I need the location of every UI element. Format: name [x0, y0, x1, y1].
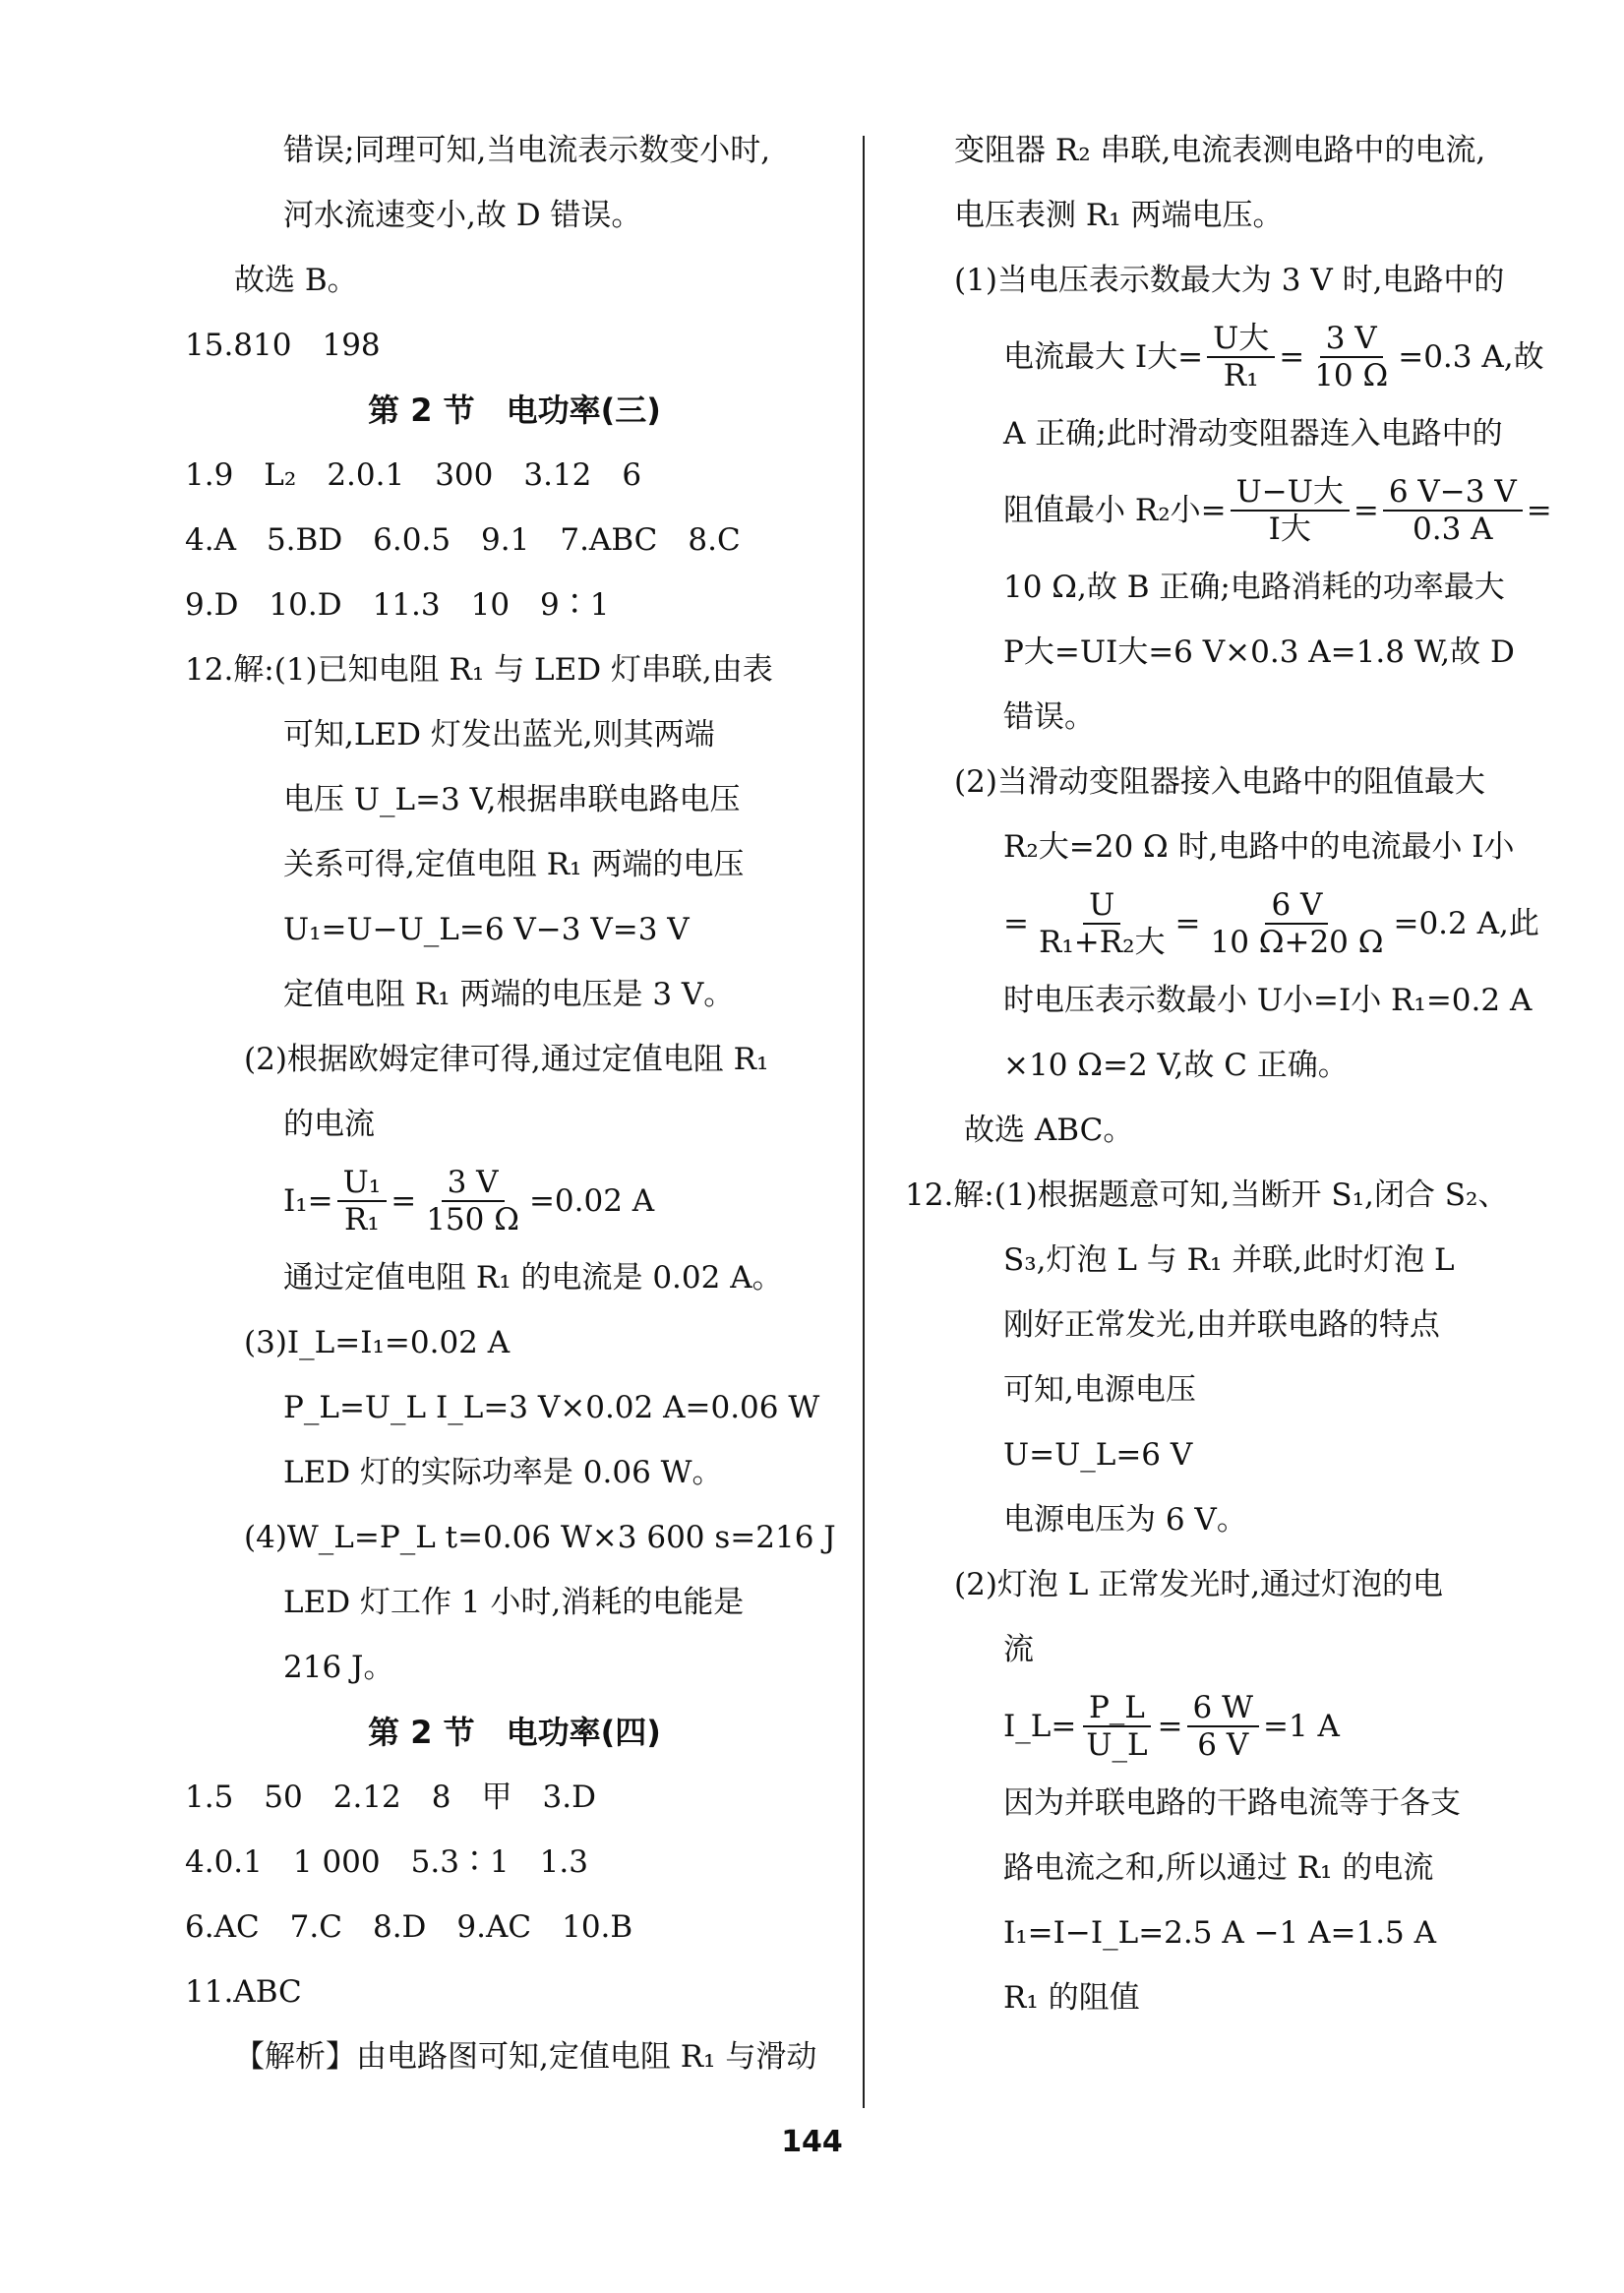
equals-sign: =: [391, 1183, 417, 1219]
text-line: 河水流速变小,故 D 错误。: [283, 198, 642, 233]
solution-line: 流: [1003, 1632, 1034, 1667]
solution-line: I₁=I−I_L=2.5 A −1 A=1.5 A: [1003, 1915, 1437, 1951]
solution-line: 关系可得,定值电阻 R₁ 两端的电压: [283, 847, 745, 882]
denominator: 6 V: [1197, 1727, 1249, 1763]
solution-line: U₁=U−U_L=6 V−3 V=3 V: [283, 912, 690, 947]
text-line: (2)当滑动变阻器接入电路中的阻值最大: [954, 764, 1485, 800]
solution-line: 电源电压为 6 V。: [1003, 1502, 1247, 1538]
solution-line: (3)I_L=I₁=0.02 A: [244, 1325, 511, 1360]
formula-rhs: =: [1526, 493, 1552, 528]
text-line: A 正确;此时滑动变阻器连入电路中的: [1003, 416, 1503, 452]
fraction: [1231, 474, 1350, 547]
formula-min-current: [905, 879, 1539, 968]
solution-line: (2)灯泡 L 正常发光时,通过灯泡的电: [954, 1567, 1444, 1602]
formula-lhs: 阻值最小 R₂小=: [1003, 493, 1227, 528]
solution-line: 刚好正常发光,由并联电路的特点: [1003, 1307, 1440, 1343]
text-line: R₂大=20 Ω 时,电路中的电流最小 I小: [1003, 829, 1515, 865]
numerator: 3 V: [442, 1165, 505, 1202]
fraction: [1308, 321, 1394, 393]
numerator: U: [1083, 887, 1120, 925]
denominator: 150 Ω: [426, 1202, 519, 1237]
analysis-line: 【解析】由电路图可知,定值电阻 R₁ 与滑动: [234, 2039, 817, 2075]
numerator: U−U大: [1231, 474, 1350, 512]
fraction: [1033, 887, 1172, 960]
denominator: 0.3 A: [1413, 512, 1493, 547]
fraction: [337, 1165, 388, 1237]
fraction: [1204, 887, 1389, 960]
text-line: 电压表测 R₁ 两端电压。: [954, 198, 1284, 233]
fraction: [420, 1165, 525, 1237]
denominator: R₁: [1223, 358, 1259, 393]
solution-line: (4)W_L=P_L t=0.06 W×3 600 s=216 J: [244, 1520, 836, 1555]
numerator: 3 V: [1320, 321, 1383, 358]
solution-line: S₃,灯泡 L 与 R₁ 并联,此时灯泡 L: [1003, 1242, 1455, 1278]
denominator: 10 Ω+20 Ω: [1210, 925, 1384, 960]
equals-sign: =: [1157, 1709, 1183, 1744]
solution-line: LED 灯的实际功率是 0.06 W。: [283, 1455, 723, 1490]
solution-line: (2)根据欧姆定律可得,通过定值电阻 R₁: [244, 1042, 769, 1077]
solution-line: 通过定值电阻 R₁ 的电流是 0.02 A。: [283, 1260, 783, 1296]
solution-line: 12.解:(1)已知电阻 R₁ 与 LED 灯串联,由表: [185, 652, 773, 688]
denominator: R₁+R₂大: [1038, 925, 1166, 960]
numerator: 6 V−3 V: [1383, 474, 1523, 512]
formula-lhs: I₁=: [283, 1183, 333, 1219]
numerator: U大: [1207, 321, 1275, 358]
solution-line: U=U_L=6 V: [1003, 1437, 1193, 1473]
answer-line: 9.D 10.D 11.3 10 9∶1: [185, 587, 610, 623]
section-heading: 第 2 节 电功率(四): [368, 1714, 661, 1751]
formula-current: [185, 1157, 844, 1245]
text-line: 错误;同理可知,当电流表示数变小时,: [283, 133, 771, 168]
denominator: I大: [1268, 512, 1311, 547]
formula-rhs: =0.2 A,此: [1393, 906, 1539, 941]
text-line: P大=UI大=6 V×0.3 A=1.8 W,故 D: [1003, 634, 1515, 670]
denominator: R₁: [344, 1202, 380, 1237]
section-heading: 第 2 节 电功率(三): [368, 392, 661, 429]
equals-sign: =: [1353, 493, 1379, 528]
solution-line: 可知,LED 灯发出蓝光,则其两端: [283, 717, 715, 753]
numerator: P_L: [1083, 1690, 1151, 1727]
text-line: 时电压表示数最小 U小=I小 R₁=0.2 A: [1003, 983, 1533, 1018]
solution-line: R₁ 的阻值: [1003, 1980, 1140, 2016]
solution-line: LED 灯工作 1 小时,消耗的电能是: [283, 1585, 745, 1620]
solution-line: 216 J。: [283, 1650, 394, 1685]
fraction: [1207, 321, 1275, 393]
solution-line: 定值电阻 R₁ 两端的电压是 3 V。: [283, 977, 735, 1012]
answer-line: 1.5 50 2.12 8 甲 3.D: [185, 1780, 596, 1815]
right-column: [905, 118, 1552, 2030]
answer-line: 6.AC 7.C 8.D 9.AC 10.B: [185, 1909, 633, 1945]
answer-line: 11.ABC: [185, 1974, 302, 2010]
solution-line: P_L=U_L I_L=3 V×0.02 A=0.06 W: [283, 1390, 820, 1425]
text-line: (1)当电压表示数最大为 3 V 时,电路中的: [954, 263, 1505, 298]
solution-line: 的电流: [283, 1107, 375, 1142]
formula-max-current: [905, 313, 1544, 401]
page-number: 144: [781, 2125, 843, 2159]
formula-min-resistance: [905, 466, 1552, 555]
column-divider: [863, 136, 865, 2108]
equals-sign: =: [1279, 339, 1305, 375]
solution-line: 因为并联电路的干路电流等于各支: [1003, 1785, 1461, 1821]
formula-lhs: I_L=: [1003, 1709, 1077, 1744]
left-column: [185, 118, 844, 2089]
text-line: 故选 B。: [234, 263, 358, 298]
answer-line: 15.810 198: [185, 328, 381, 363]
fraction: [1383, 474, 1523, 547]
answer-line: 4.0.1 1 000 5.3∶1 1.3: [185, 1844, 588, 1880]
text-line: 10 Ω,故 B 正确;电路消耗的功率最大: [1003, 570, 1505, 605]
denominator: U_L: [1086, 1727, 1148, 1763]
numerator: U₁: [337, 1165, 388, 1202]
formula-lhs: 电流最大 I大=: [1003, 339, 1204, 375]
denominator: 10 Ω: [1314, 358, 1389, 393]
equals-sign: =: [1174, 906, 1201, 941]
fraction: [1187, 1690, 1259, 1763]
solution-line: 12.解:(1)根据题意可知,当断开 S₁,闭合 S₂、: [905, 1177, 1509, 1213]
fraction: [1080, 1690, 1153, 1763]
answer-line: 4.A 5.BD 6.0.5 9.1 7.ABC 8.C: [185, 522, 741, 558]
formula-lamp-current: [905, 1682, 1534, 1771]
formula-rhs: =0.02 A: [528, 1183, 655, 1219]
solution-line: 可知,电源电压: [1003, 1372, 1196, 1408]
formula-rhs: =1 A: [1262, 1709, 1340, 1744]
text-line: 故选 ABC。: [964, 1113, 1134, 1148]
solution-line: 路电流之和,所以通过 R₁ 的电流: [1003, 1850, 1434, 1886]
numerator: 6 W: [1187, 1690, 1259, 1727]
text-line: 错误。: [1003, 699, 1095, 735]
formula-lhs: =: [1003, 906, 1029, 941]
formula-rhs: =0.3 A,故: [1398, 339, 1544, 375]
text-line: 变阻器 R₂ 串联,电流表测电路中的电流,: [954, 133, 1486, 168]
numerator: 6 V: [1265, 887, 1328, 925]
solution-line: 电压 U_L=3 V,根据串联电路电压: [283, 782, 741, 817]
answer-line: 1.9 L₂ 2.0.1 300 3.12 6: [185, 457, 642, 493]
text-line: ×10 Ω=2 V,故 C 正确。: [1003, 1048, 1349, 1083]
